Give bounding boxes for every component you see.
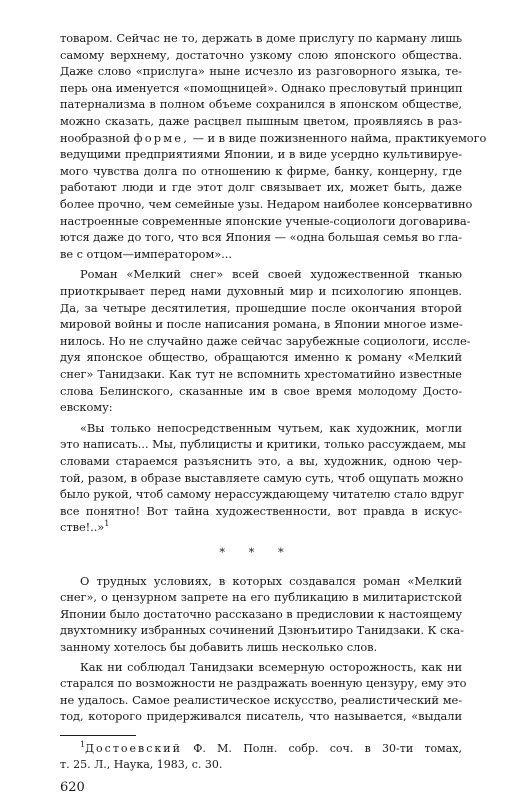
text-line: Даже слово «прислуга» ныне исчезло из разговорного языка, те- [60, 64, 462, 79]
text-line: мого чувства долга по отношению к фирме, банку, концерну, где [60, 163, 462, 178]
text-line: перь она именуется «помощницей». Однако пресловутый принцип [60, 80, 463, 95]
text-line: мировой войны и после написания романа, в Японии многое изме- [60, 317, 463, 332]
quote-end-text: стве!..» [60, 520, 105, 535]
text-line: патернализма в полном объеме сохранился в японском обществе, [60, 97, 462, 112]
footnote-author: Достоевский [85, 742, 182, 755]
text-line: слова Белинского, сказанные им в свое время молодому Досто- [60, 383, 462, 398]
text-line: двухтомнику избранных сочинений Дзюнъитиро Танидзаки. К ска- [60, 623, 464, 638]
quote-line: это написать... Мы, публицисты и критики, только рассуждаем, мы [60, 437, 466, 452]
text-line: ведущими предприятиями Японии, и в виде усердно культивируе- [60, 147, 462, 162]
text-line: тод, которого придерживался писатель, что называется, «выдали [60, 709, 462, 724]
text-line: более прочно, чем семейные узы. Недаром наиболее консервативно [60, 197, 473, 211]
text-line: старался по возможности не раздражать военную цензуру, ему это [60, 676, 467, 691]
text-line: Японии было достаточно рассказано в предисловии к настоящему [60, 606, 462, 621]
text-line: евскому: [60, 400, 113, 415]
footnote-citation: Ф. М. Полн. собр. соч. в 30-ти томах, [193, 742, 462, 755]
text-line: ве с отцом—императором»... [60, 246, 232, 261]
text-line: снег», о цензурном запрете на его публикацию в милитаристской [60, 590, 462, 605]
text-line: Роман «Мелкий снег» всей своей художественной тканью [80, 267, 462, 282]
quote-line: было рукой, чтоб самому нерассуждающему читателю стало вдруг [60, 487, 464, 502]
spaced-emphasis: форме, [133, 130, 190, 145]
text-line: настроенные современные японские ученые-социологи договарива- [60, 213, 471, 228]
section-separator: * * * [219, 545, 294, 559]
quote-line: той, разом, в образе выставляете самую суть, чтоб ощупать можно [60, 470, 464, 485]
text-line: товаром. Сейчас не то, держать в доме прислугу по карману лишь [60, 31, 462, 45]
text-line: дуя японское общество, обращаются именно к роману «Мелкий [60, 350, 462, 365]
text-line: занному хотелось бы добавить лишь несколько слов. [60, 640, 378, 654]
quote-line: словами стараемся разъяснить это, а вы, художник, одною чер- [60, 454, 462, 468]
quote-line: «Вы только непосредственным чутьем, как художник, могли [80, 420, 462, 435]
text-line: снег» Танидзаки. Как тут не вспомнить хрестоматийно известные [60, 367, 462, 381]
quote-line: все понятно! Вот тайна художественности, вот правда в искус- [60, 503, 462, 518]
text-line: самому верхнему, достаточно узкому слою японского общества. [60, 47, 462, 62]
page-number: 620 [60, 780, 85, 795]
text-line: работают люди и где этот долг связывает их, может быть, даже [60, 180, 462, 195]
text-line-emphasis: нообразной форме, — и в виде пожизненного найма, практикуемого [60, 130, 487, 145]
text-line: Как ни соблюдал Танидзаки всемерную осторожность, как ни [80, 659, 462, 674]
text-line: можно сказать, даже расцвел пышным цветом, проявляясь в раз- [60, 114, 462, 128]
text-line: Да, за четыре десятилетия, прошедшие после окончания второй [60, 300, 462, 315]
text-line: не удалось. Самое реалистическое искусство, реалистический ме- [60, 692, 462, 707]
text-line: нилось. Но не случайно даже сейчас зарубежные социологи, иссле- [60, 333, 471, 348]
text-line: приоткрывает перед нами духовный мир и психологию японцев. [60, 284, 462, 298]
footnote-number: 1 [80, 740, 86, 749]
text-line: О трудных условиях, в которых создавался роман «Мелкий [80, 573, 462, 588]
footnote-line: т. 25. Л., Наука, 1983, с. 30. [60, 758, 223, 771]
footnote-marker: 1 [104, 519, 110, 529]
text-line: ются даже до того, что вся Япония — «одна большая семья во гла- [60, 230, 463, 245]
